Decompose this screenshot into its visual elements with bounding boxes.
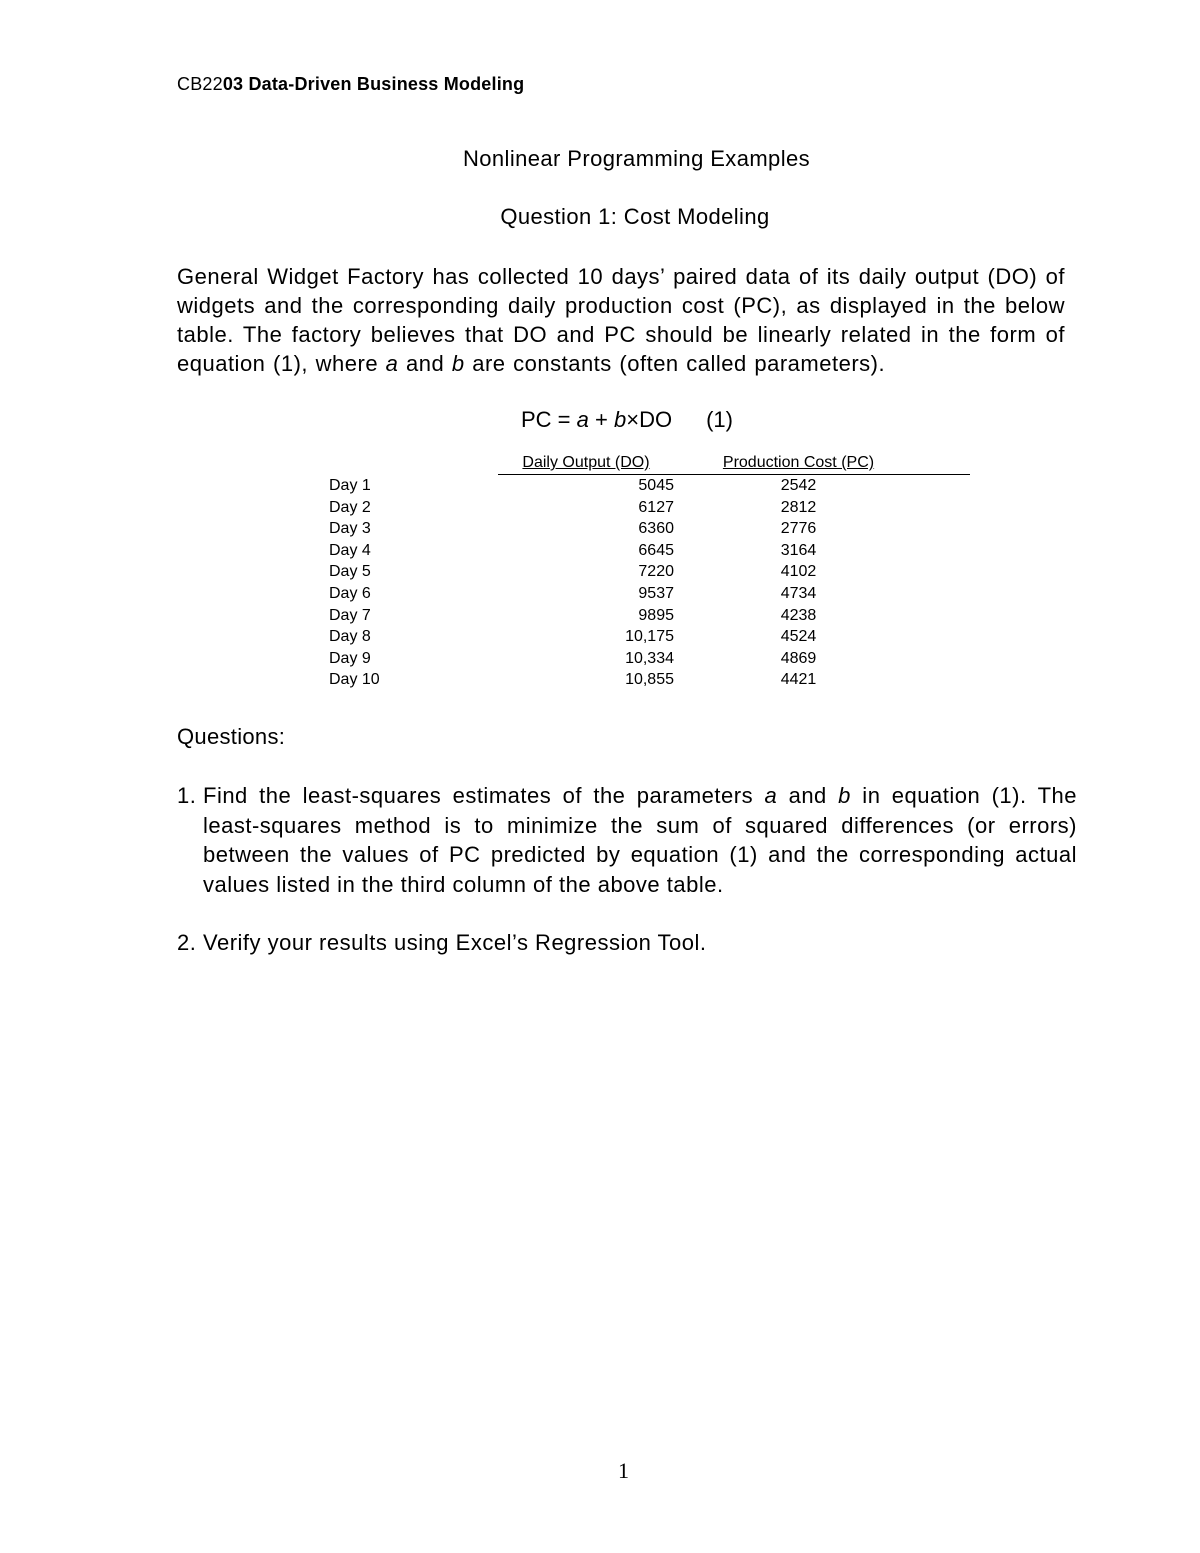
table-row bbox=[300, 497, 970, 519]
page-header bbox=[177, 74, 524, 95]
table-cell-day: Day 3 bbox=[329, 520, 371, 538]
question-var-a: a bbox=[764, 783, 778, 808]
intro-paragraph bbox=[177, 262, 1065, 378]
table-cell-day: Day 9 bbox=[329, 649, 371, 667]
equation-1 bbox=[521, 407, 733, 433]
page-number: 1 bbox=[618, 1458, 629, 1483]
table-cell-do: 6360 bbox=[638, 520, 674, 538]
table-header-pc: Production Cost (PC) bbox=[681, 452, 970, 475]
table-cell-do: 6645 bbox=[638, 541, 674, 559]
table-cell-day: Day 8 bbox=[329, 628, 371, 646]
equation-var-a: a bbox=[576, 407, 589, 432]
table-row bbox=[300, 648, 970, 670]
table-row bbox=[300, 561, 970, 583]
document-title: Nonlinear Programming Examples bbox=[462, 146, 811, 171]
course-code: CB22 bbox=[177, 74, 223, 94]
intro-var-a: a bbox=[385, 351, 399, 376]
table-cell-day: Day 5 bbox=[329, 563, 371, 581]
table-cell-day: Day 10 bbox=[329, 671, 380, 689]
question-text-2: and bbox=[777, 783, 839, 808]
table-header-day bbox=[300, 452, 498, 475]
table-cell-pc: 4102 bbox=[780, 563, 817, 581]
question-item-2 bbox=[177, 928, 1077, 958]
equation-plus: + bbox=[588, 407, 614, 432]
question-title: Question 1: Cost Modeling bbox=[500, 204, 770, 229]
table-cell-pc: 2812 bbox=[780, 498, 817, 516]
table-cell-day: Day 6 bbox=[329, 584, 371, 602]
question-item-1 bbox=[177, 781, 1077, 899]
intro-text-2: and bbox=[398, 351, 452, 376]
table-cell-day: Day 2 bbox=[329, 498, 371, 516]
table-cell-day: Day 1 bbox=[329, 476, 371, 494]
table-header-do: Daily Output (DO) bbox=[498, 452, 681, 475]
table-header-row bbox=[300, 452, 970, 475]
questions-heading: Questions: bbox=[177, 724, 286, 749]
table-cell-pc: 4421 bbox=[780, 671, 817, 689]
question-text-3: in equation (1). The least-squares method is to minimize the sum of squared differences (or errors) between the values of PC predicted by equation (1) and the corresponding actual values listed in the third column of the above table. bbox=[203, 783, 1077, 897]
equation-number: (1) bbox=[706, 407, 733, 432]
table-cell-do: 9895 bbox=[638, 606, 674, 624]
table-cell-pc: 4734 bbox=[780, 584, 817, 602]
data-table bbox=[300, 452, 970, 691]
table-cell-do: 10,855 bbox=[625, 671, 674, 689]
table-row bbox=[300, 583, 970, 605]
table-cell-pc: 4869 bbox=[780, 649, 817, 667]
table-row bbox=[300, 626, 970, 648]
equation-var-b: b bbox=[613, 407, 627, 432]
table-cell-day: Day 4 bbox=[329, 541, 371, 559]
table-row bbox=[300, 669, 970, 691]
table-cell-pc: 4524 bbox=[780, 628, 817, 646]
question-var-b: b bbox=[838, 783, 851, 808]
question-number: 2. bbox=[177, 930, 197, 955]
intro-var-b: b bbox=[451, 351, 465, 376]
table-row bbox=[300, 518, 970, 540]
table-cell-pc: 2776 bbox=[780, 520, 817, 538]
table-cell-do: 7220 bbox=[638, 563, 674, 581]
table-cell-do: 9537 bbox=[638, 584, 674, 602]
table-cell-pc: 2542 bbox=[780, 477, 817, 494]
table-cell-day: Day 7 bbox=[329, 606, 371, 624]
intro-text-1: General Widget Factory has collected 10 days’ paired data of its daily output (DO) of widgets and the corresponding daily production cost (PC), as displayed in the below table. The factory believes that DO and PC should be linearly related in the form of equation (1), where bbox=[177, 264, 1065, 376]
course-name: 03 Data-Driven Business Modeling bbox=[222, 74, 525, 94]
table-cell-do: 6127 bbox=[638, 498, 674, 516]
table-cell-do: 10,175 bbox=[625, 628, 674, 646]
table-cell-do: 5045 bbox=[638, 477, 674, 494]
table-cell-pc: 4238 bbox=[780, 606, 817, 624]
table-row bbox=[300, 605, 970, 627]
table-cell-pc: 3164 bbox=[780, 541, 817, 559]
question-number: 1. bbox=[177, 783, 197, 808]
equation-lhs: PC = bbox=[521, 407, 577, 432]
equation-rhs: ×DO bbox=[626, 407, 673, 432]
table-row bbox=[300, 475, 970, 497]
questions-list bbox=[177, 781, 1077, 987]
question-text: Verify your results using Excel’s Regression Tool. bbox=[203, 930, 707, 955]
intro-text-3: are constants (often called parameters). bbox=[464, 351, 886, 376]
table-row bbox=[300, 540, 970, 562]
table-cell-do: 10,334 bbox=[625, 649, 674, 667]
question-text-1: Find the least-squares estimates of the parameters bbox=[203, 783, 765, 808]
